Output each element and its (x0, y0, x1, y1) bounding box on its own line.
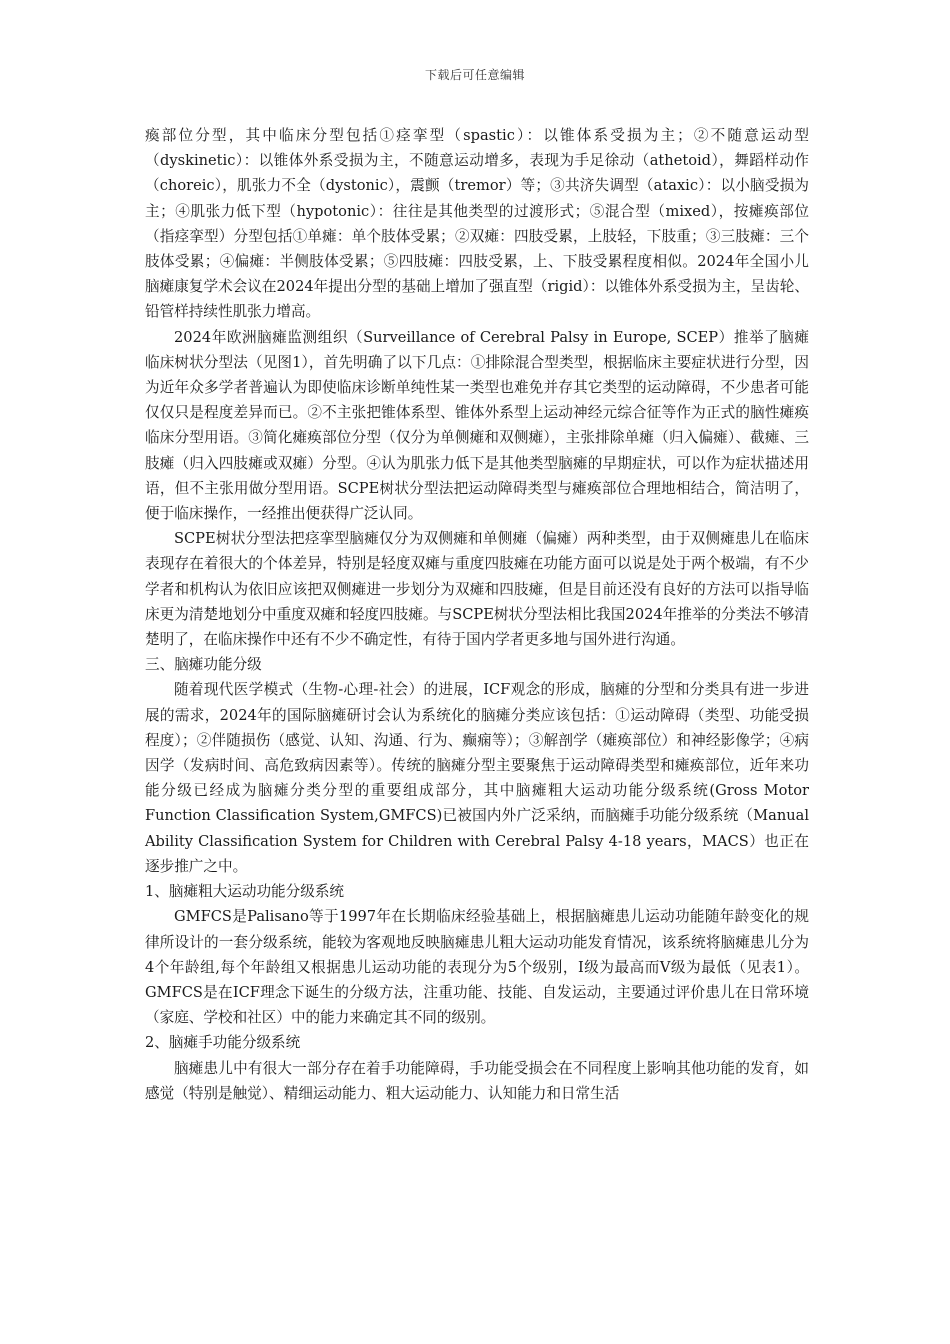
paragraph-gmfcs: GMFCS是Palisano等于1997年在长期临床经验基础上，根据脑瘫患儿运动功能随年龄变化的规律所设计的一套分级系统，能较为客观地反映脑瘫患儿粗大运动功能发育情况，该系统将脑瘫患儿分为4个年龄组,每个年龄组又根据患儿运动功能的表现分为5个级别，Ⅰ级为最高而Ⅴ级为最低（见表1）。GMFCS是在ICF理念下诞生的分级方法，注重功能、技能、自发运动，主要通过评价患儿在日常环境（家庭、学校和社区）中的能力来确定其不同的级别。 (145, 908, 809, 1027)
paragraph-macs: 脑瘫患儿中有很大一部分存在着手功能障碍，手功能受损会在不同程度上影响其他功能的发育，如感觉（特别是触觉）、精细运动能力、粗大运动能力、认知能力和日常生活 (145, 1059, 809, 1102)
section-heading-functional-grading: 三、脑瘫功能分级 (145, 656, 262, 674)
paragraph-classification-continued: 瘓部位分型，其中临床分型包括①痉挛型（spastic）：以锥体系受损为主；②不随意运动型（dyskinetic）：以锥体外系受损为主，不随意运动增多，表现为手足徐动（athetoid），舞蹈样动作（choreic），肌张力不全（dystonic），震颤（tremor）等；③共济失调型（ataxic）：以小脑受损为主；④肌张力低下型（hypotonic）：往往是其他类型的过渡形式；⑤混合型（mixed），按瘫痪部位（指痉挛型）分型包括①单瘫：单个肢体受累；②双瘫：四肢受累，上肢轻，下肢重；③三肢瘫：三个肢体受累；④偏瘫：半侧肢体受累；⑤四肢瘫：四肢受累，上、下肢受累程度相似。2024年全国小儿脑瘫康复学术会议在2024年提出分型的基础上增加了强直型（rigid）：以锥体外系受损为主，呈齿轮、铅管样持续性肌张力增高。 (145, 127, 809, 321)
document-body (145, 123, 809, 1106)
page-header: 下载后可任意编辑 (424, 68, 525, 82)
subheading-macs: 2、脑瘫手功能分级系统 (145, 1034, 301, 1052)
paragraph-scpe-spastic: SCPE树状分型法把痉挛型脑瘫仅分为双侧瘫和单侧瘫（偏瘫）两种类型，由于双侧瘫患儿在临床表现存在着很大的个体差异，特别是轻度双瘫与重度四肢瘫在功能方面可以说是处于两个极端，有不少学者和机构认为依旧应该把双侧瘫进一步划分为双瘫和四肢瘫，但是目前还没有良好的方法可以指导临床更为清楚地划分中重度双瘫和轻度四肢瘫。与SCPE树状分型法相比我国2024年推举的分类法不够清楚明了，在临床操作中还有不少不确定性，有待于国内学者更多地与国外进行沟通。 (145, 530, 809, 649)
subheading-gmfcs: 1、脑瘫粗大运动功能分级系统 (145, 883, 345, 901)
paragraph-scpe-recommendation: 2024年欧洲脑瘫监测组织（Surveillance of Cerebral Palsy in Europe, SCEP）推举了脑瘫临床树状分型法（见图1），首先明确了以下几点：①排除混合型类型，根据临床主要症状进行分型，因为近年众多学者普遍认为即使临床诊断单纯性某一类型也难免并存其它类型的运动障碍，不少患者可能仅仅只是程度差异而已。②不主张把锥体系型、锥体外系型上运动神经元综合征等作为正式的脑性瘫痪临床分型用语。③简化瘫痪部位分型（仅分为单侧瘫和双侧瘫），主张排除单瘫（归入偏瘫）、截瘫、三肢瘫（归入四肢瘫或双瘫）分型。④认为肌张力低下是其他类型脑瘫的早期症状，可以作为症状描述用语，但不主张用做分型用语。SCPE树状分型法把运动障碍类型与瘫痪部位合理地相结合，简洁明了，便于临床操作，一经推出便获得广泛认同。 (145, 328, 809, 523)
paragraph-functional-grading-intro: 随着现代医学模式（生物-心理-社会）的进展，ICF观念的形成，脑瘫的分型和分类具有进一步进展的需求，2024年的国际脑瘫研讨会认为系统化的脑瘫分类应该包括：①运动障碍（类型、功能受损程度）；②伴随损伤（感觉、认知、沟通、行为、癫痫等）；③解剖学（瘫痪部位）和神经影像学；④病因学（发病时间、高危致病因素等）。传统的脑瘫分型主要聚焦于运动障碍类型和瘫痪部位，近年来功能分级已经成为脑瘫分类分型的重要组成部分，其中脑瘫粗大运动功能分级系统(Gross Motor Function Classification System,GMFCS)已被国内外广泛采纳，而脑瘫手功能分级系统（Manual Ability Classification System for Children with Cerebral Palsy 4-18 years，MACS）也正在逐步推广之中。 (145, 681, 809, 875)
